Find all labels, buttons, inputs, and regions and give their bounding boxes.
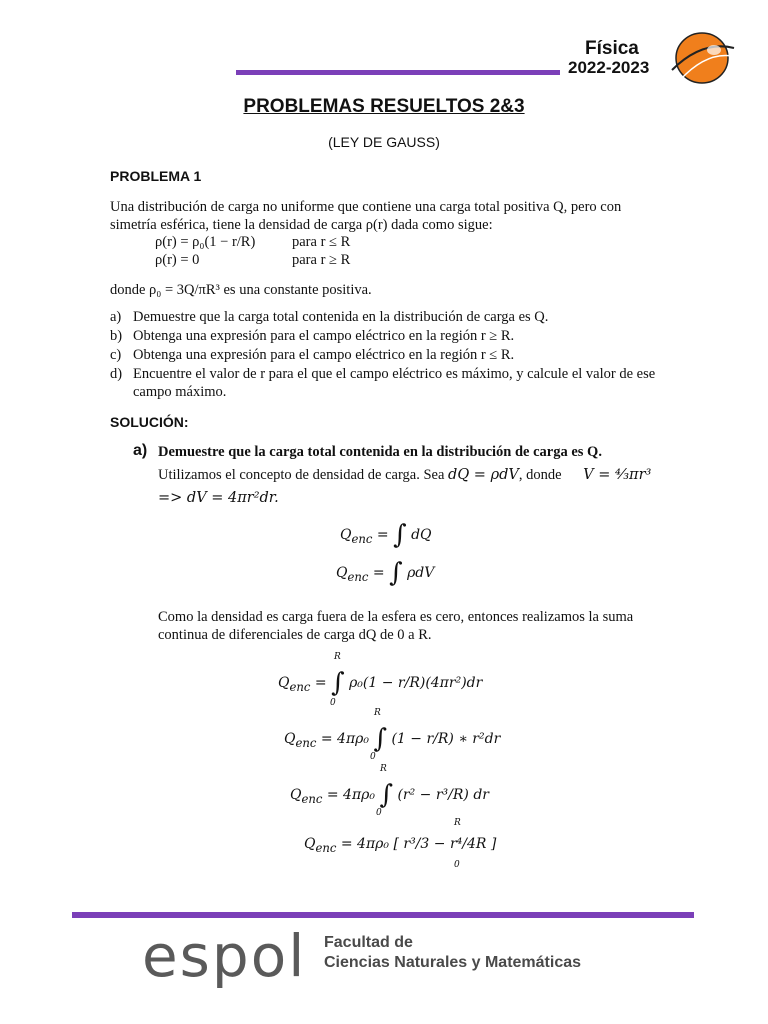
- eq6-coef: = 4πρ₀: [340, 836, 390, 852]
- eq4-rhs: (1 − r/R) ∗ r²dr: [391, 731, 501, 747]
- line-prefix: Utilizamos el concepto de densidad de carga. Sea: [158, 467, 445, 483]
- upper-limit: R: [454, 818, 461, 828]
- list-item-label: a): [110, 309, 122, 325]
- header-subject: Física: [585, 38, 639, 59]
- solution-heading: SOLUCIÓN:: [110, 414, 189, 430]
- eq3-rhs: ρ₀(1 − r/R)(4πr²)dr: [349, 675, 483, 691]
- faculty-logo-icon: [666, 30, 738, 86]
- list-item: [110, 327, 662, 345]
- enc-subscript: enc: [301, 791, 323, 806]
- faculty-line-2: Ciencias Naturales y Matemáticas: [324, 954, 582, 971]
- footer-divider: [72, 912, 694, 918]
- density-formula-1: ρ(r) = ρ₀(1 − r/R): [155, 234, 256, 250]
- equation-qenc-integral-2: $Q_{enc} = 4\pi\rho_0$ ∫ (1 − r/R) ∗ r²dr: [284, 724, 501, 754]
- list-item-label: c): [110, 347, 122, 363]
- density-formula-2: ρ(r) = 0: [155, 252, 200, 268]
- part-label: a): [133, 442, 148, 459]
- q-symbol: Q: [336, 565, 348, 581]
- enc-subscript: enc: [315, 840, 337, 855]
- enc-subscript: enc: [289, 679, 311, 694]
- problem-heading: PROBLEMA 1: [110, 168, 202, 184]
- equation-qenc-integral-3: $Q_{enc} = 4\pi\rho_0$ ∫ (r² − r³/R) dr: [290, 780, 489, 810]
- page-title: PROBLEMAS RESUELTOS 2&3: [243, 96, 525, 117]
- lower-limit: 0: [330, 698, 336, 708]
- density-concept-line: [158, 466, 668, 484]
- q-symbol: Q: [290, 787, 302, 803]
- equation-qenc-evaluated: [304, 836, 496, 855]
- volume-equation: V = ⁴⁄₃πr³: [583, 467, 652, 483]
- list-item-text: Obtenga una expresión para el campo eléctrico en la región r ≥ R.: [133, 328, 515, 344]
- q-symbol: Q: [304, 836, 316, 852]
- lower-limit: 0: [376, 808, 382, 818]
- enc-subscript: enc: [347, 569, 369, 584]
- list-item-text: Encuentre el valor de r para el que el campo eléctrico es máximo, y calcule el valor de ese campo máximo.: [133, 366, 656, 400]
- list-item-label: b): [110, 328, 123, 344]
- header-year: 2022-2023: [568, 58, 650, 77]
- list-item: [110, 346, 662, 364]
- dq-equation: dQ = ρdV: [448, 467, 519, 483]
- problem-intro: Una distribución de carga no uniforme que contiene una carga total positiva Q, pero con simetría esférica, tiene la densidad de carga ρ(r) dada como sigue:: [110, 199, 622, 233]
- list-item: [110, 365, 662, 401]
- dv-equation: => dV = 4πr²dr.: [158, 490, 279, 506]
- upper-limit: R: [334, 652, 341, 662]
- eq1-rhs: dQ: [411, 527, 432, 543]
- upper-limit: R: [380, 764, 387, 774]
- lower-limit: 0: [454, 860, 460, 870]
- rho0-note: donde ρ₀ = 3Q/πR³ es una constante positiva.: [110, 282, 372, 298]
- part-title: Demuestre que la carga total contenida en la distribución de carga es Q.: [158, 444, 602, 460]
- eq5-rhs: (r² − r³/R) dr: [397, 787, 489, 803]
- eq6-rhs: [ r³/3 − r⁴/4R ]: [393, 836, 497, 852]
- density-condition-2: para r ≥ R: [292, 252, 351, 268]
- equation-qenc-rhodv: $Q_{enc}$ = ∫ ρdV: [336, 558, 435, 588]
- lower-limit: 0: [370, 752, 376, 762]
- list-item: [110, 308, 662, 326]
- solution-paragraph-2: Como la densidad es carga fuera de la esfera es cero, entonces realizamos la suma continua de diferenciales de carga dQ de 0 a R.: [158, 609, 634, 643]
- faculty-line-1: Facultad de: [324, 934, 413, 951]
- q-symbol: Q: [278, 675, 290, 691]
- list-item-text: Obtenga una expresión para el campo eléctrico en la región r ≤ R.: [133, 347, 515, 363]
- q-symbol: Q: [340, 527, 352, 543]
- espol-logo: espol: [142, 922, 307, 990]
- eq5-coef: = 4πρ₀: [326, 787, 376, 803]
- equation-qenc-dq: $Q_{enc}$ = ∫ dQ: [340, 520, 432, 550]
- line-mid: , donde: [518, 467, 562, 483]
- density-condition-1: para r ≤ R: [292, 234, 351, 250]
- eq2-rhs: ρdV: [407, 565, 435, 581]
- enc-subscript: enc: [295, 735, 317, 750]
- q-symbol: Q: [284, 731, 296, 747]
- upper-limit: R: [374, 708, 381, 718]
- enc-subscript: enc: [351, 531, 373, 546]
- list-item-label: d): [110, 366, 123, 382]
- eq4-coef: = 4πρ₀: [320, 731, 370, 747]
- header-divider: [236, 70, 560, 75]
- equation-qenc-integral-1: $Q_{enc}$ = ∫ ρ₀(1 − r/R)(4πr²)dr: [278, 668, 483, 698]
- list-item-text: Demuestre que la carga total contenida en la distribución de carga es Q.: [133, 309, 549, 325]
- page-subtitle: (LEY DE GAUSS): [328, 134, 440, 150]
